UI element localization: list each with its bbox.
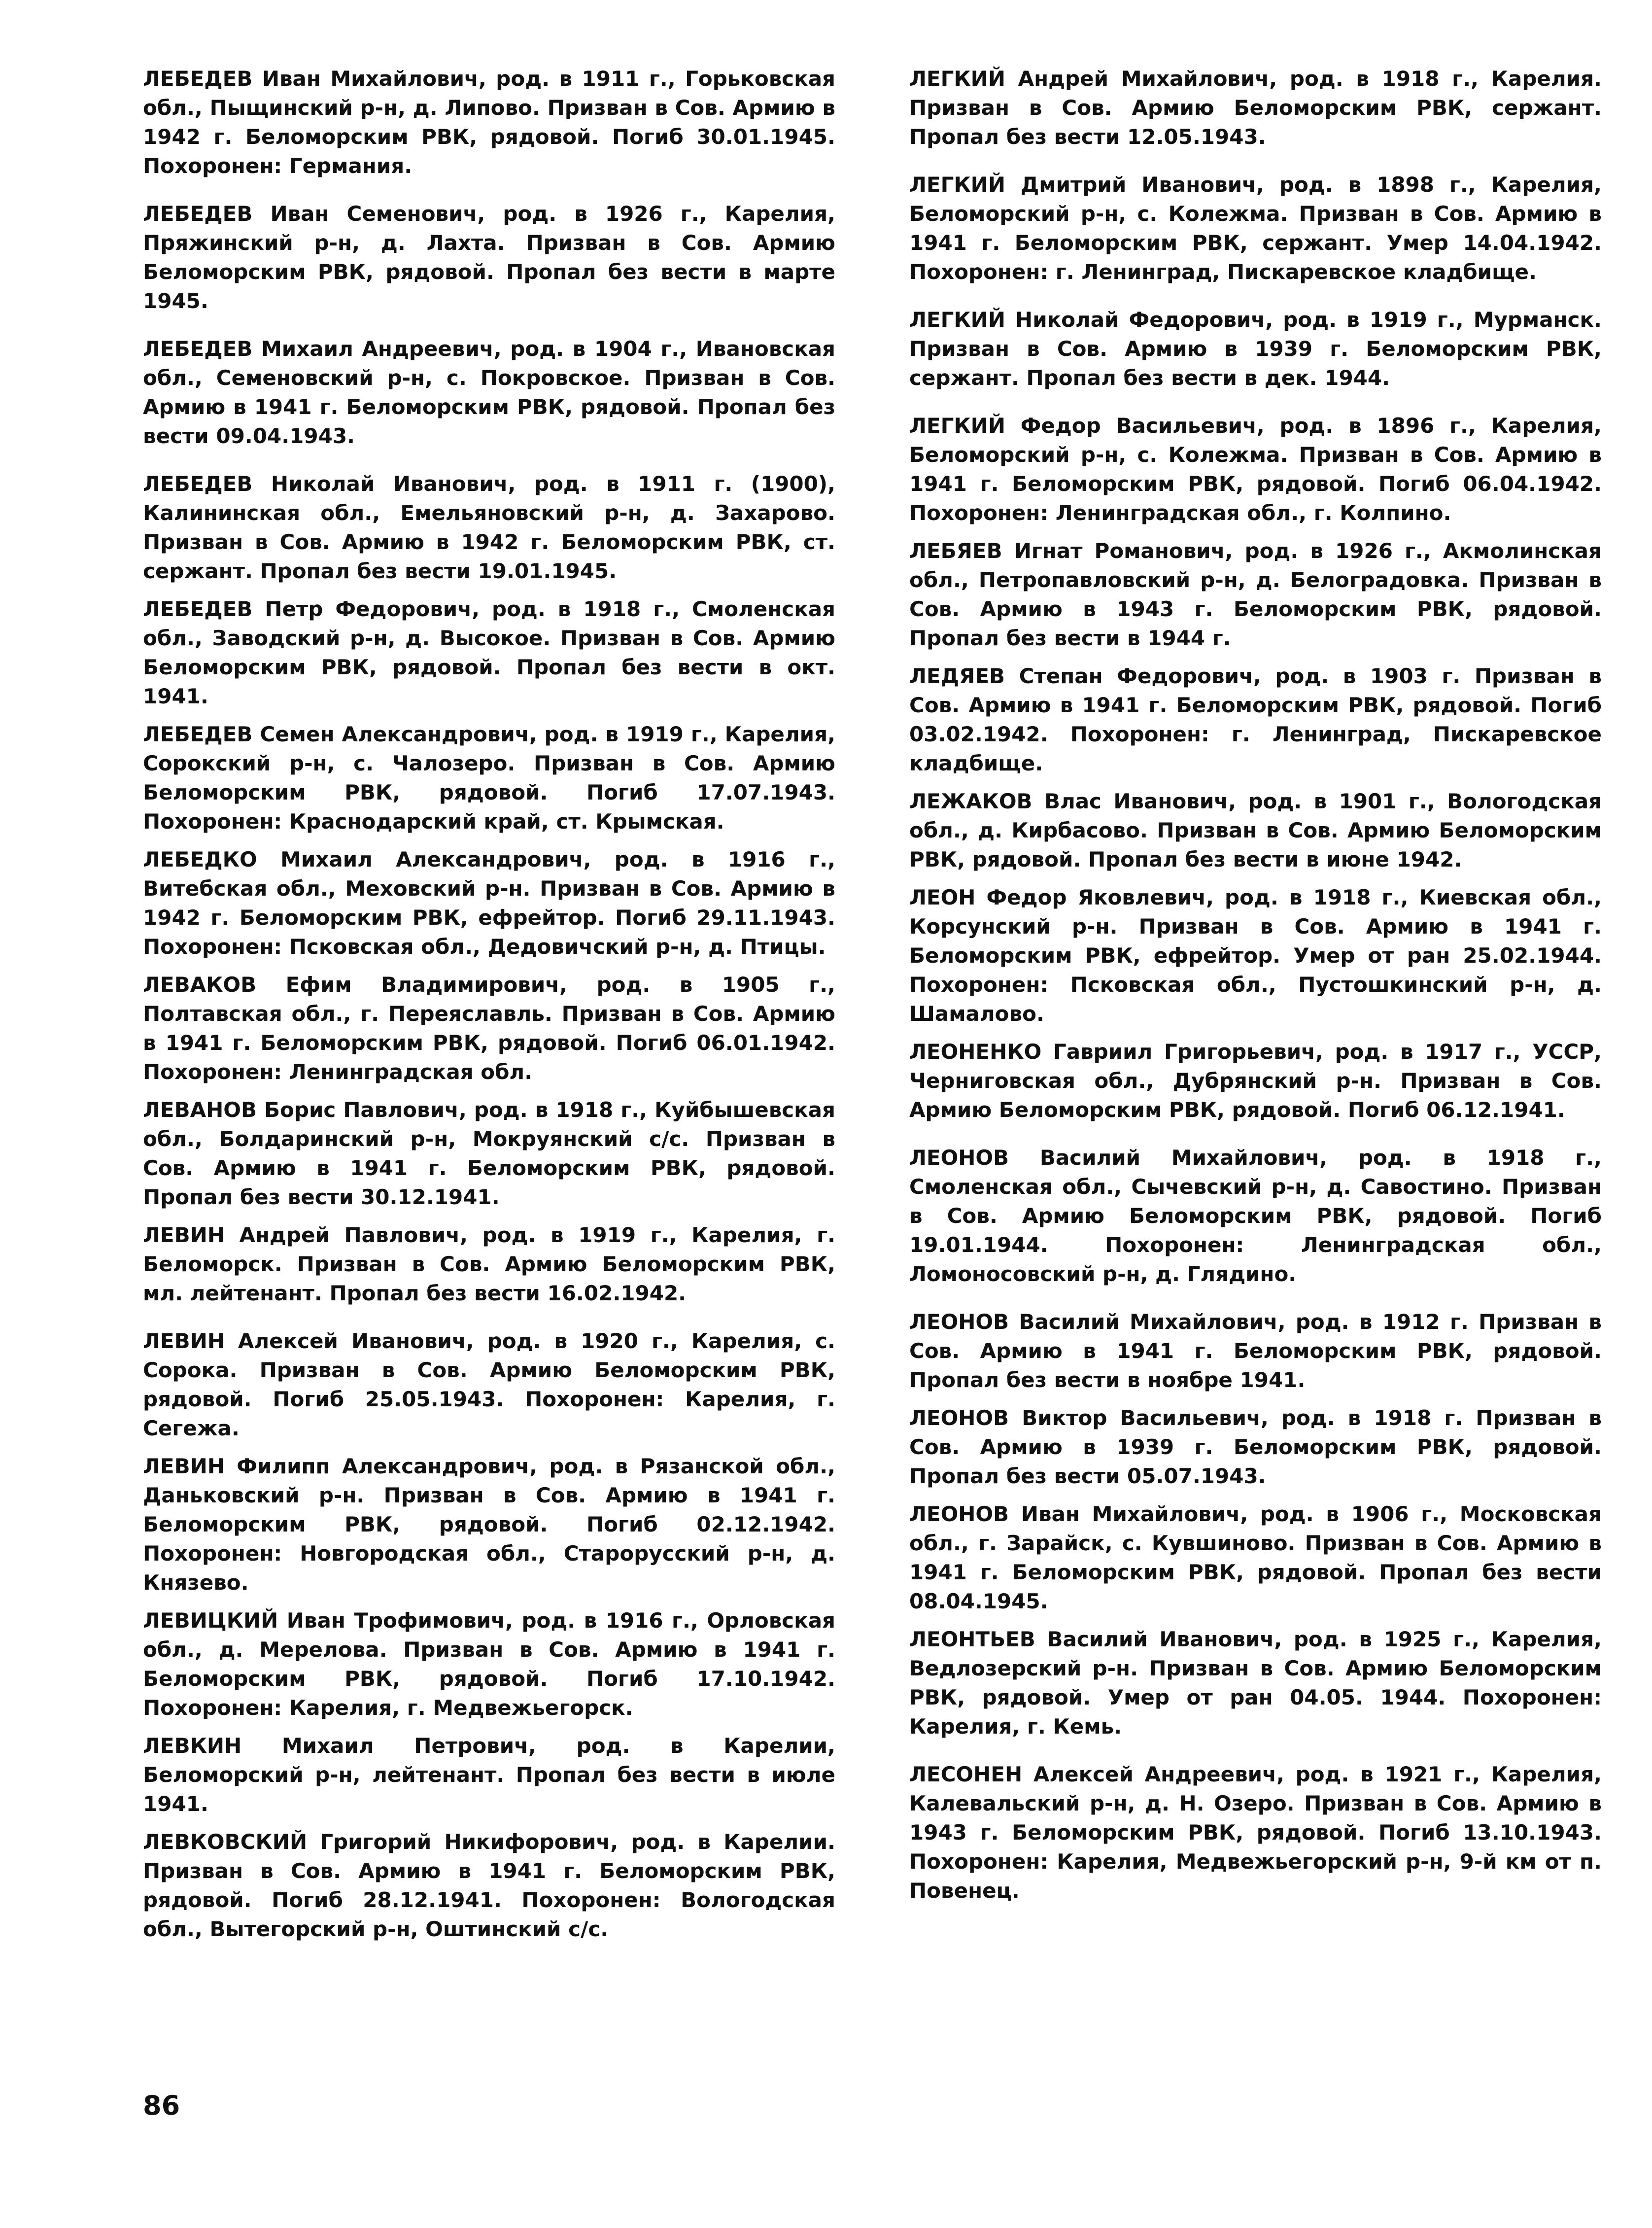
entry-details: род. в 1919 г., Мурманск. Призван в Сов. Армию в 1939 г. Беломорским РВК, сержант. Пропал без вести в дек. 1944. bbox=[909, 308, 1602, 390]
entry-details: род. в 1901 г., Вологодская обл., д. Кирбасово. Призван в Сов. Армию Беломорским РВК, рядовой. Пропал без вести в июне 1942. bbox=[909, 789, 1602, 871]
entry-surname: ЛЕГКИЙ bbox=[909, 414, 1005, 438]
entry-given-name: Григорий Никифорович, bbox=[320, 1830, 619, 1854]
entry-surname: ЛЕОНТЬЕВ bbox=[909, 1627, 1035, 1651]
entry-details: род. в 1918 г., Куйбышевская обл., Болдаринский р-н, Мокруянский с/с. Призван в Сов. Армию в 1941 г. Беломорским РВК, рядовой. Пропал без вести 30.12.1941. bbox=[143, 1098, 835, 1209]
entry-details: род. в 1925 г., Карелия, Ведлозерский р-н. Призван в Сов. Армию Беломорским РВК, рядовой. Умер от ран 04.05. 1944. Похоронен: Карелия, г. Кемь. bbox=[909, 1627, 1602, 1739]
entry-details: род. в 1918 г., Карелия. Призван в Сов. Армию Беломорским РВК, сержант. Пропал без вести 12.05.1943. bbox=[909, 67, 1602, 149]
entry-given-name: Алексей Андреевич, bbox=[1033, 1762, 1284, 1786]
entry-details: род. в 1906 г., Московская обл., г. Зарайск, с. Кувшиново. Призван в Сов. Армию в 1941 г. Беломорским РВК, рядовой. Пропал без вести 08.04.1945. bbox=[909, 1502, 1602, 1613]
entry-surname: ЛЕВАКОВ bbox=[143, 973, 257, 997]
entry-surname: ЛЕБЕДЕВ bbox=[143, 202, 253, 226]
entry-surname: ЛЕОНОВ bbox=[909, 1146, 1009, 1170]
entry-given-name: Андрей Михайлович, bbox=[1018, 67, 1277, 91]
entry-given-name: Ефим Владимирович, bbox=[285, 973, 568, 997]
entry-details: род. в 1916 г., Витебская обл., Меховский р-н. Призван в Сов. Армию в 1942 г. Беломорским РВК, ефрейтор. Погиб 29.11.1943. Похоронен: Псковская обл., Дедовичский р-н, д. Птицы. bbox=[143, 847, 835, 959]
entry-given-name: Алексей Иванович, bbox=[238, 1329, 474, 1353]
memorial-entry bbox=[143, 720, 835, 836]
memorial-entry bbox=[909, 1143, 1602, 1288]
memorial-entry bbox=[909, 170, 1602, 286]
memorial-entry bbox=[143, 1452, 835, 1597]
memorial-entry bbox=[143, 199, 835, 315]
entry-details: род. в Рязанской обл., Даньковский р-н. Призван в Сов. Армию в 1941 г. Беломорским РВК, рядовой. Погиб 02.12.1942. Похоронен: Новгородская обл., Старорусский р-н, д. Князево. bbox=[143, 1454, 835, 1595]
memorial-entry bbox=[909, 64, 1602, 151]
entry-given-name: Василий Иванович, bbox=[1047, 1627, 1282, 1651]
entry-details: род. в 1896 г., Карелия, Беломорский р-н, с. Колежма. Призван в Сов. Армию в 1941 г. Беломорским РВК, рядовой. Погиб 06.04.1942. Похоронен: Ленинградская обл., г. Колпино. bbox=[909, 414, 1602, 525]
entry-given-name: Петр Федорович, bbox=[265, 597, 480, 621]
memorial-entry bbox=[909, 1499, 1602, 1616]
entry-surname: ЛЕЖАКОВ bbox=[909, 789, 1032, 813]
entry-surname: ЛЕВИН bbox=[143, 1329, 225, 1353]
entry-surname: ЛЕВИН bbox=[143, 1223, 225, 1247]
entry-surname: ЛЕВИН bbox=[143, 1454, 225, 1478]
memorial-entry bbox=[143, 469, 835, 586]
memorial-entry bbox=[143, 1220, 835, 1308]
entry-details: род. в 1917 г., УССР, Черниговская обл., Дубрянский р-н. Призван в Сов. Армию Беломорским РВК, рядовой. Погиб 06.12.1941. bbox=[909, 1040, 1602, 1122]
entry-details: род. в 1920 г., Карелия, с. Сорока. Призван в Сов. Армию Беломорским РВК, рядовой. Погиб 25.05.1943. Похоронен: Карелия, г. Сегежа. bbox=[143, 1329, 835, 1440]
entry-given-name: Иван Трофимович, bbox=[286, 1608, 513, 1633]
entry-surname: ЛЕОНОВ bbox=[909, 1406, 1009, 1430]
entry-given-name: Виктор Васильевич, bbox=[1022, 1406, 1269, 1430]
entry-details: род. в 1918 г., Киевская обл., Корсунский р-н. Призван в Сов. Армию в 1941 г. Беломорским РВК, ефрейтор. Умер от ран 25.02.1944. Похоронен: Псковская обл., Пустошкинский р-н, д. Шамалово. bbox=[909, 885, 1602, 1026]
memorial-entry bbox=[909, 883, 1602, 1028]
memorial-entry bbox=[909, 661, 1602, 778]
entry-given-name: Николай Иванович, bbox=[271, 472, 516, 496]
entry-surname: ЛЕСОНЕН bbox=[909, 1762, 1023, 1786]
entry-given-name: Игнат Романович, bbox=[1014, 539, 1233, 563]
entry-surname: ЛЕБЕДЕВ bbox=[143, 472, 253, 496]
entry-details: род. в 1918 г., Смоленская обл., Сычевский р-н, д. Савостино. Призван в Сов. Армию Беломорским РВК, рядовой. Погиб 19.01.1944. Похоронен: Ленинградская обл., Ломоносовский р-н, д. Глядино. bbox=[909, 1146, 1602, 1286]
memorial-entry bbox=[909, 787, 1602, 874]
entry-details: род. в 1919 г., Карелия, Сорокский р-н, с. Чалозеро. Призван в Сов. Армию Беломорским РВК, рядовой. Погиб 17.07.1943. Похоронен: Краснодарский край, ст. Крымская. bbox=[143, 722, 836, 834]
entry-surname: ЛЕВАНОВ bbox=[143, 1098, 257, 1122]
entry-surname: ЛЕВКОВСКИЙ bbox=[143, 1830, 308, 1854]
memorial-entry bbox=[909, 1037, 1602, 1124]
entry-surname: ЛЕОНОВ bbox=[909, 1310, 1009, 1334]
entry-details: род. в 1926 г., Карелия, Пряжинский р-н, д. Лахта. Призван в Сов. Армию Беломорским РВК, рядовой. Пропал без вести в марте 1945. bbox=[143, 202, 836, 313]
entry-given-name: Михаил Петрович, bbox=[281, 1734, 536, 1758]
entry-surname: ЛЕГКИЙ bbox=[909, 67, 1005, 91]
entry-surname: ЛЕОН bbox=[909, 885, 976, 909]
entry-given-name: Семен Александрович, bbox=[260, 722, 537, 746]
entry-details: род. в 1916 г., Орловская обл., д. Мерелова. Призван в Сов. Армию в 1941 г. Беломорским РВК, рядовой. Погиб 17.10.1942. Похоронен: Карелия, г. Медвежьегорск. bbox=[143, 1608, 835, 1720]
entry-given-name: Дмитрий Иванович, bbox=[1020, 173, 1264, 197]
memorial-entry bbox=[143, 1606, 835, 1722]
entry-surname: ЛЕОНОВ bbox=[909, 1502, 1009, 1526]
entry-given-name: Иван Михайлович, bbox=[1021, 1502, 1248, 1526]
entry-surname: ЛЕОНЕНКО bbox=[909, 1040, 1042, 1064]
entry-given-name: Степан Федорович, bbox=[1019, 664, 1261, 688]
entry-details: род. в 1926 г., Акмолинская обл., Петропавловский р-н, д. Белоградовка. Призван в Сов. Армию в 1943 г. Беломорским РВК, рядовой. Пропал без вести в 1944 г. bbox=[909, 539, 1602, 650]
entry-details: род. в 1919 г., Карелия, г. Беломорск. Призван в Сов. Армию Беломорским РВК, мл. лейтенант. Пропал без вести 16.02.1942. bbox=[143, 1223, 836, 1305]
memorial-entry bbox=[909, 411, 1602, 527]
entry-surname: ЛЕБЕДЕВ bbox=[143, 597, 253, 621]
entry-given-name: Влас Иванович, bbox=[1044, 789, 1237, 813]
entry-given-name: Василий Михайлович, bbox=[1039, 1146, 1328, 1170]
entry-surname: ЛЕГКИЙ bbox=[909, 173, 1005, 197]
memorial-entry bbox=[143, 970, 835, 1086]
memorial-entry bbox=[909, 1760, 1602, 1905]
right-column bbox=[909, 64, 1602, 1914]
memorial-entry bbox=[143, 64, 835, 180]
entry-surname: ЛЕГКИЙ bbox=[909, 308, 1005, 332]
entry-details: род. в 1911 г., Горьковская обл., Пыщинский р-н, д. Липово. Призван в Сов. Армию в 1942 г. Беломорским РВК, рядовой. Погиб 30.01.1945. Похоронен: Германия. bbox=[143, 67, 836, 178]
entry-given-name: Михаил Андреевич, bbox=[261, 337, 502, 361]
entry-surname: ЛЕБЕДКО bbox=[143, 847, 257, 871]
entry-surname: ЛЕБЕДЕВ bbox=[143, 337, 253, 361]
memorial-entry bbox=[909, 1307, 1602, 1394]
entry-surname: ЛЕБЯЕВ bbox=[909, 539, 1002, 563]
entry-details: род. в 1905 г., Полтавская обл., г. Переяславль. Призван в Сов. Армию в 1941 г. Беломорским РВК, рядовой. Погиб 06.01.1942. Похоронен: Ленинградская обл. bbox=[143, 973, 836, 1084]
entry-surname: ЛЕБЕДЕВ bbox=[143, 722, 253, 746]
entry-details: род. в 1903 г. Призван в Сов. Армию в 1941 г. Беломорским РВК, рядовой. Погиб 03.02.1942. Похоронен: г. Ленинград, Пискаревское кладбище. bbox=[909, 664, 1602, 775]
memorial-entry bbox=[143, 334, 835, 451]
entry-surname: ЛЕВКИН bbox=[143, 1734, 242, 1758]
memorial-entry bbox=[909, 536, 1602, 653]
entry-details: род. в 1918 г., Смоленская обл., Заводский р-н, д. Высокое. Призван в Сов. Армию Беломорским РВК, рядовой. Пропал без вести в окт. 1941. bbox=[143, 597, 836, 708]
memorial-entry bbox=[909, 1403, 1602, 1491]
entry-surname: ЛЕВИЦКИЙ bbox=[143, 1608, 278, 1633]
entry-details: род. в 1911 г. (1900), Калининская обл., Емельяновский р-н, д. Захарово. Призван в Сов. Армию в 1942 г. Беломорским РВК, ст. сержант. Пропал без вести 19.01.1945. bbox=[143, 472, 836, 583]
memorial-entry bbox=[143, 594, 835, 711]
entry-surname: ЛЕДЯЕВ bbox=[909, 664, 1005, 688]
entry-given-name: Борис Павлович, bbox=[264, 1098, 467, 1122]
entry-given-name: Федор Яковлевич, bbox=[986, 885, 1214, 909]
page-number: 86 bbox=[143, 2090, 180, 2121]
memorial-entry bbox=[909, 305, 1602, 392]
entry-details: род. в 1918 г. Призван в Сов. Армию в 1939 г. Беломорским РВК, рядовой. Пропал без вести 05.07.1943. bbox=[909, 1406, 1602, 1488]
memorial-entry bbox=[143, 1095, 835, 1212]
entry-details: род. в 1921 г., Карелия, Калевальский р-н, д. Н. Озеро. Призван в Сов. Армию в 1943 г. Беломорским РВК, рядовой. Погиб 13.10.1943. Похоронен: Карелия, Медвежьегорский р-н, 9-й км от п. Повенец. bbox=[909, 1762, 1602, 1903]
entry-given-name: Андрей Павлович, bbox=[239, 1223, 468, 1247]
entry-given-name: Иван Семенович, bbox=[270, 202, 485, 226]
memorial-entry bbox=[143, 1326, 835, 1443]
entry-details: род. в 1912 г. Призван в Сов. Армию в 1941 г. Беломорским РВК, рядовой. Пропал без вести в ноябре 1941. bbox=[909, 1310, 1602, 1392]
memorial-entry bbox=[143, 845, 835, 961]
entry-given-name: Филипп Александрович, bbox=[237, 1454, 538, 1478]
entry-given-name: Гавриил Григорьевич, bbox=[1053, 1040, 1323, 1064]
entry-details: род. в Карелии. Призван в Сов. Армию в 1941 г. Беломорским РВК, рядовой. Погиб 28.12.1941. Похоронен: Вологодская обл., Вытегорский р-н, Оштинский с/с. bbox=[143, 1830, 835, 1941]
entry-details: род. в 1904 г., Ивановская обл., Семеновский р-н, с. Покровское. Призван в Сов. Армию в 1941 г. Беломорским РВК, рядовой. Пропал без вести 09.04.1943. bbox=[143, 337, 836, 448]
memorial-entry bbox=[143, 1827, 835, 1944]
left-column bbox=[143, 64, 835, 1952]
entry-given-name: Федор Васильевич, bbox=[1020, 414, 1265, 438]
memorial-entry bbox=[143, 1731, 835, 1818]
entry-surname: ЛЕБЕДЕВ bbox=[143, 67, 253, 91]
entry-given-name: Василий Михайлович, bbox=[1019, 1310, 1286, 1334]
memorial-entry bbox=[909, 1625, 1602, 1741]
entry-details: род. в 1898 г., Карелия, Беломорский р-н, с. Колежма. Призван в Сов. Армию в 1941 г. Беломорским РВК, сержант. Умер 14.04.1942. Похоронен: г. Ленинград, Пискаревское кладбище. bbox=[909, 173, 1602, 284]
entry-given-name: Николай Федорович, bbox=[1015, 308, 1273, 332]
entry-given-name: Иван Михайлович, bbox=[262, 67, 486, 91]
entry-details: род. в Карелии, Беломорский р-н, лейтенант. Пропал без вести в июле 1941. bbox=[143, 1734, 836, 1816]
entry-given-name: Михаил Александрович, bbox=[280, 847, 591, 871]
